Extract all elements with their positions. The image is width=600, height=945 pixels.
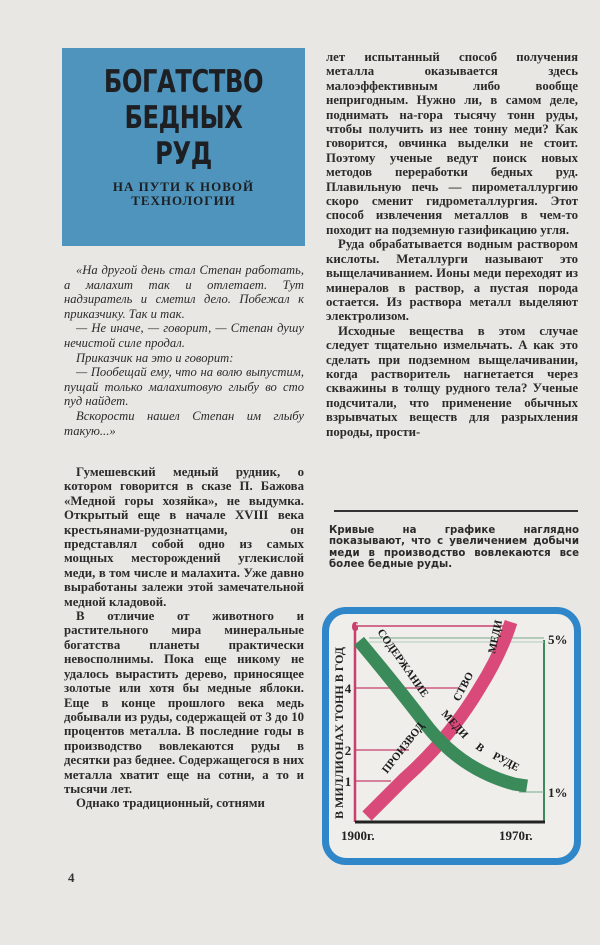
article-paragraph: лет испытанный способ получения металла оказывается здесь малоэффективным либо вообще непригодным. Нужно ли, в самом деле, поднимать на-гора тысячу тонн руды, чтобы получить из нее тонну меди? Как говорится, овчинка выделки не стоит. Поэтому ученые ведут поиск новых методов переработки бедных руд. Плавильную печь — пирометаллургию скоро сменит гидрометаллургия. Этот способ извлечения металлов в чем-то походит на подземную газификацию угля.	[326, 50, 578, 237]
article-paragraph: Гумешевский медный рудник, о котором говорится в сказе П. Бажова «Медной горы хозяйка», не выдумка. Открытый еще в начале XVIII века крестьянами-рудознатцами, он представлял собой одно из самых мощных месторождений углекислой меди, в том числе и малахита. Уже давно выработаны залежи этой замечательной медной кладовой.	[64, 465, 304, 609]
x-tick-1900: 1900г.	[341, 828, 375, 843]
copper-chart	[329, 614, 574, 858]
label-production-3: МЕДИ	[486, 619, 505, 655]
label-content-2: МЕДИ	[438, 707, 471, 742]
label-production-1: ПРОИЗВОД	[379, 720, 427, 776]
y-right-tick-1pct: 1%	[548, 785, 568, 800]
y-tick-2: 2	[344, 743, 352, 758]
y-axis-title: В МИЛЛИОНАХ ТОНН В ГОД	[332, 646, 346, 819]
title-line: РУД	[155, 136, 212, 172]
y-tick-6: 6	[351, 620, 359, 635]
page-number: 4	[68, 870, 75, 885]
epigraph-paragraph: Приказчик на это и говорит:	[76, 350, 234, 365]
epigraph-paragraph: — Пообещай ему, что на волю выпустим, пущай только малахитовую глыбу во сто пуд найдет.	[64, 365, 304, 409]
y-tick-1: 1	[344, 774, 352, 789]
article-subtitle	[62, 180, 305, 208]
epigraph-paragraph: «На другой день стал Степан работать, а малахит так и отлетает. Тут надзиратель и сметил дело. Побежал к приказчику. Так и так.	[64, 263, 304, 321]
epigraph-paragraph: — Не иначе, — говорит, — Степан душу нечистой силе продал.	[64, 321, 304, 350]
subtitle-line: НА ПУТИ К НОВОЙ	[112, 179, 255, 194]
title-line: БОГАТСТВО	[103, 64, 264, 100]
label-content-4: РУДЕ	[490, 750, 522, 774]
article-paragraph: Исходные вещества в этом случае следует тщательно измельчать. А как это сделать при подземном выщелачивании, когда растворитель нагнетается через скважины в толщу рудного тела? Ученые подсчитали, что применение обычных взрывчатых веществ для разрыхления породы, прости-	[326, 323, 578, 439]
article-column-right	[326, 50, 578, 439]
article-paragraph: В отличие от животного и растительного мира минеральные богатства планеты практически невосполнимы. Пока еще никому не удалось вырастить дерево, приносящее золотые или хотя бы медные яблоки. Еще в конце прошлого века медь добывали из руды, содержащей от 3 до 10 процентов металла. В последние годы в производство вовлекаются руды в десятки раз беднее. Содержащегося в них металла хватит еще на сотни, а то и тысячи лет.	[64, 609, 304, 796]
article-title	[89, 64, 279, 172]
y-tick-4: 4	[344, 681, 352, 696]
x-tick-1970: 1970г.	[499, 828, 533, 843]
article-paragraph: Однако традиционный, сотнями	[76, 796, 265, 811]
label-production-2: СТВО	[451, 670, 477, 704]
subtitle-line: ТЕХНОЛОГИИ	[131, 193, 236, 208]
article-column-left	[64, 465, 304, 811]
chart-caption: Кривые на графике наглядно показывают, что с увеличением добычи меди в производство вовлекаются все более бедные руды.	[329, 525, 579, 571]
section-divider	[334, 510, 578, 512]
epigraph	[64, 263, 304, 438]
title-line: БЕДНЫХ	[124, 100, 243, 136]
article-paragraph: Руда обрабатывается водным раствором кислоты. Металлурги называют это выщелачиванием. Ионы меди переходят из минералов в раствор, а пустая порода остается. Из раствора металл выделяют электролизом.	[326, 237, 578, 324]
chart-frame	[322, 607, 581, 865]
epigraph-paragraph: Вскорости нашел Степан им глыбу такую...»	[64, 408, 304, 438]
title-block	[62, 48, 305, 246]
y-right-tick-5pct: 5%	[548, 632, 568, 647]
label-content-1: СОДЕРЖАНИЕ	[374, 626, 431, 700]
label-content-3: В	[473, 740, 487, 755]
